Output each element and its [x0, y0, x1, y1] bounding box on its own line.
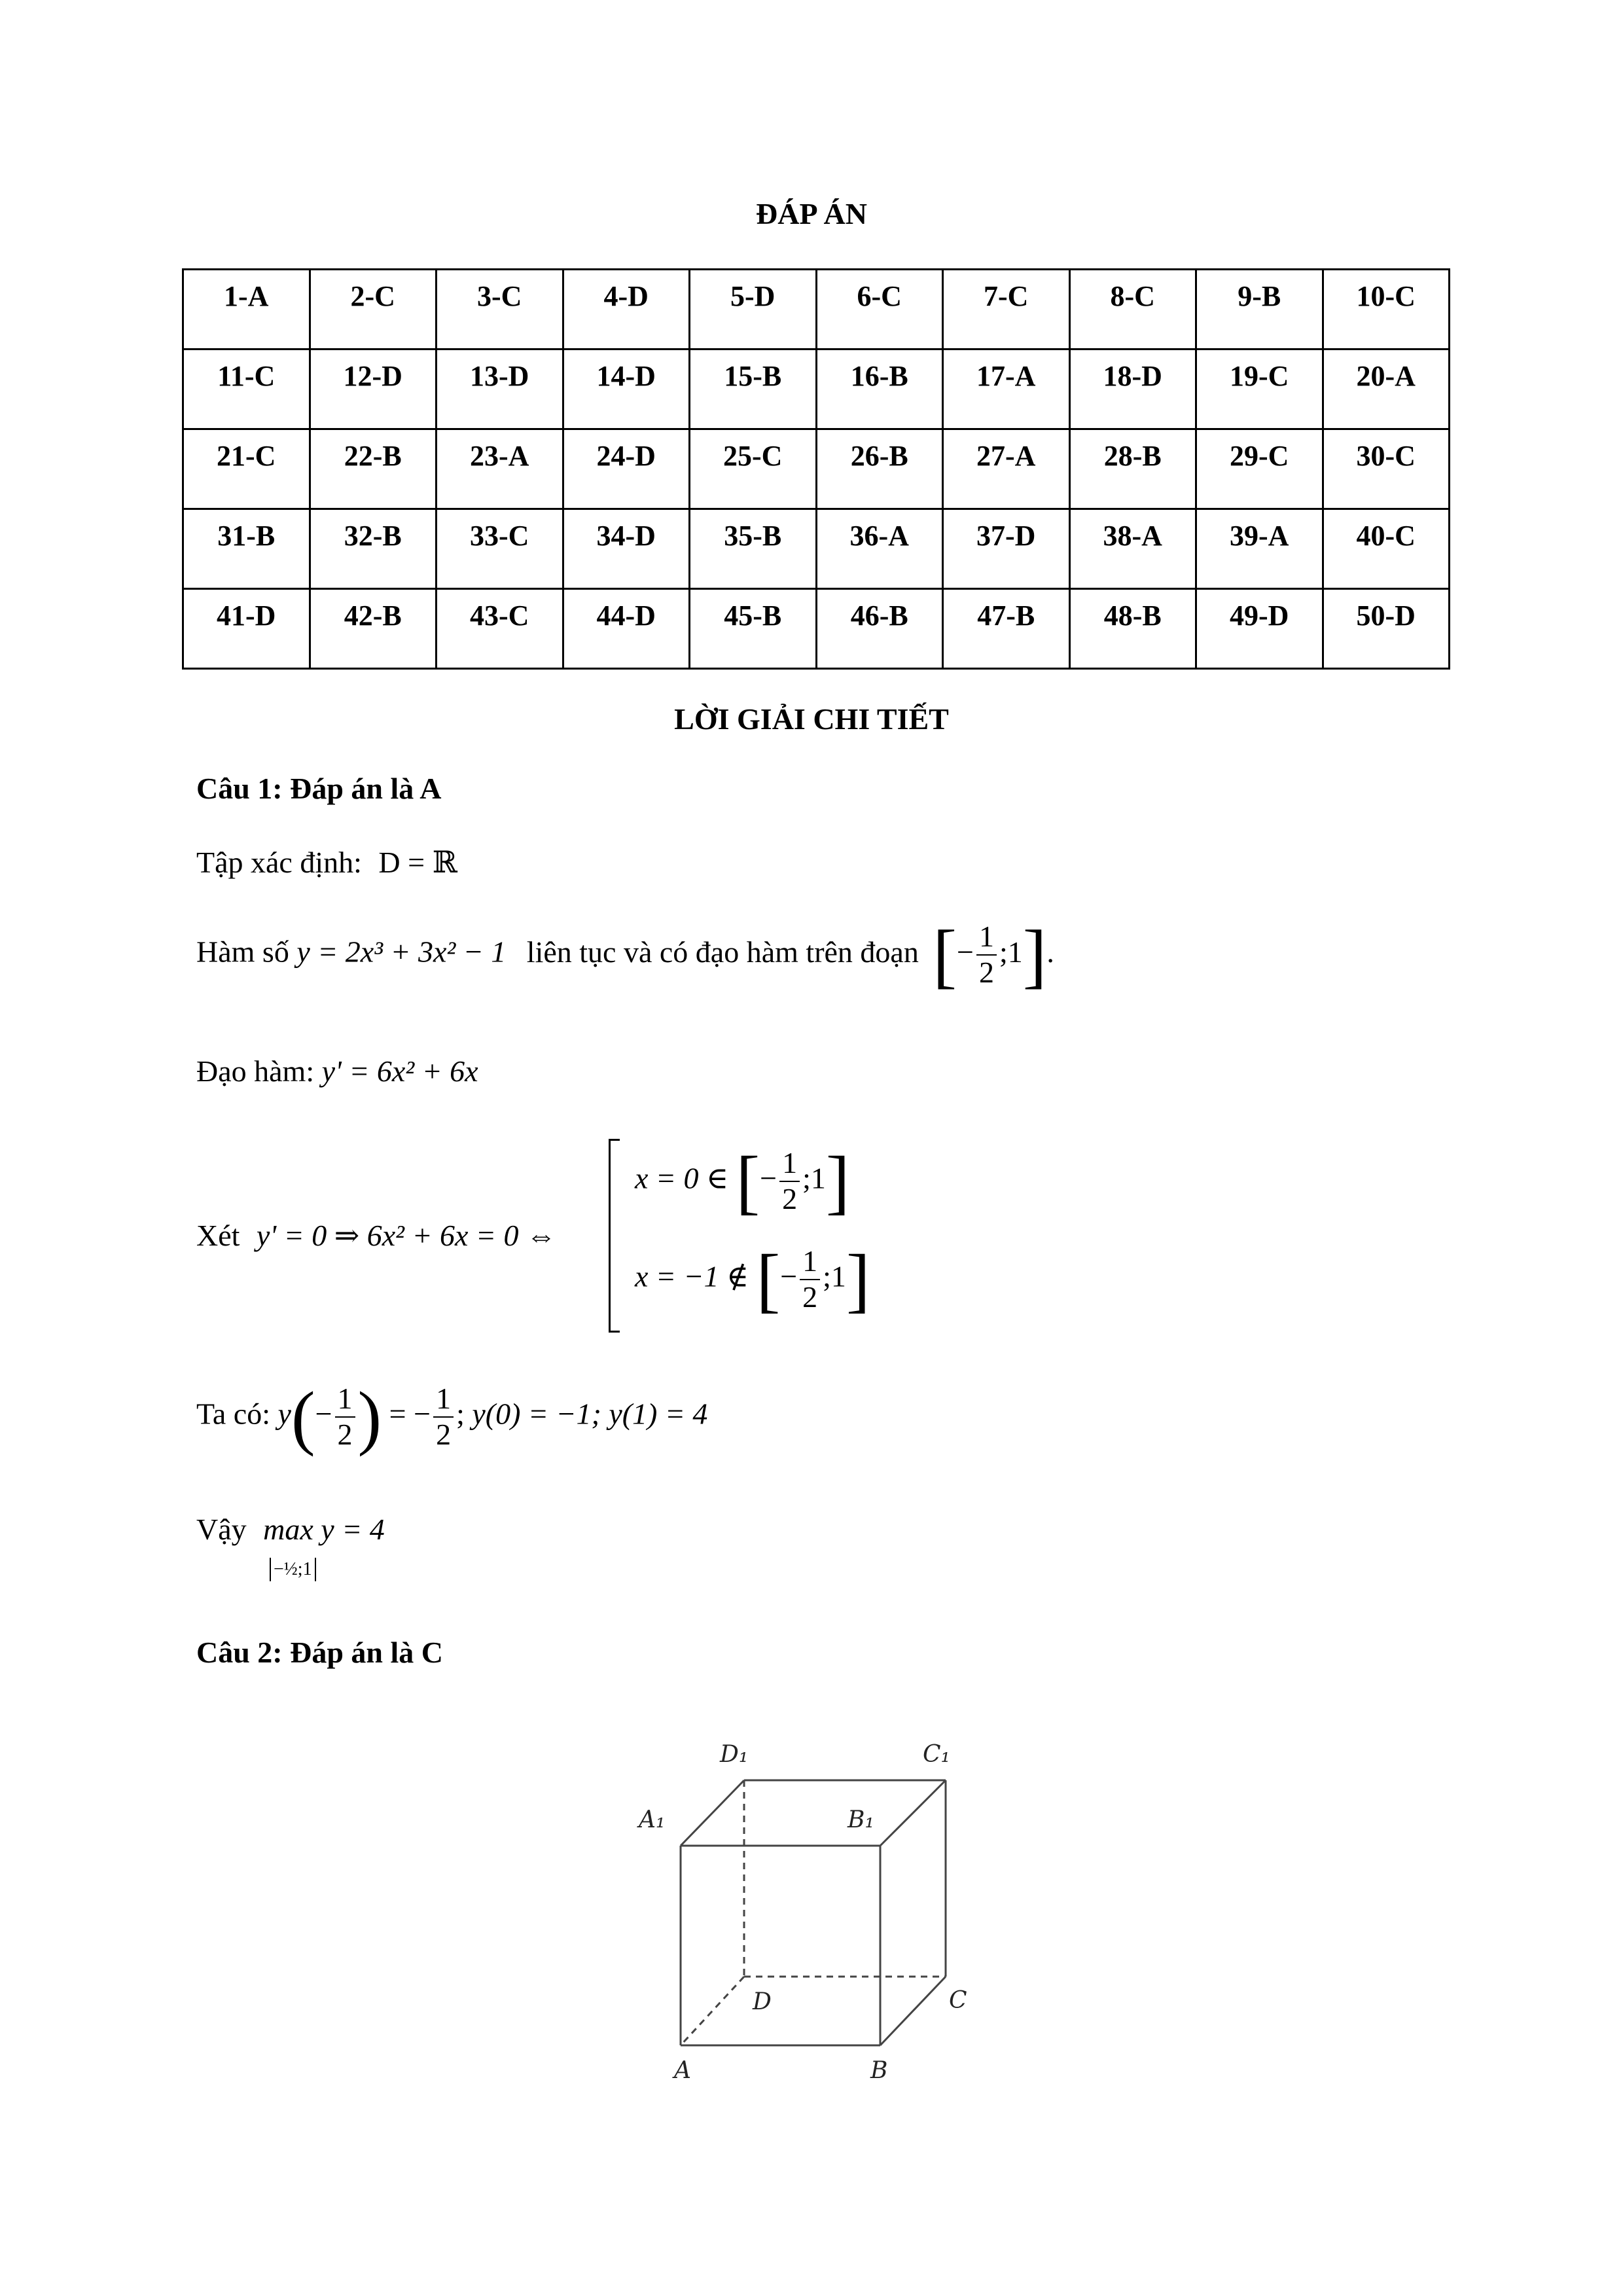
- answer-cell: 50-D: [1323, 589, 1450, 669]
- case-bracket: [609, 1139, 620, 1333]
- answer-cell: 35-B: [690, 509, 817, 589]
- answer-cell: 6-C: [816, 270, 943, 350]
- domain-expr: D = ℝ: [378, 846, 457, 879]
- answer-cell: 7-C: [943, 270, 1070, 350]
- answers-title: ĐÁP ÁN: [756, 197, 867, 230]
- answer-cell: 42-B: [310, 589, 437, 669]
- answer-cell: 9-B: [1196, 270, 1323, 350]
- answer-cell: 38-A: [1069, 509, 1196, 589]
- cube-label-b: B: [870, 2057, 888, 2084]
- value-y1: y(1) = 4: [609, 1397, 708, 1431]
- function-line: [196, 915, 1054, 995]
- case-2: x = −1 ∉ [− $\frac{1}{2}$ ;1]: [635, 1240, 870, 1319]
- answer-cell: 32-B: [310, 509, 437, 589]
- answer-cell: 44-D: [563, 589, 690, 669]
- domain-line: [196, 844, 457, 880]
- cube-label-c: C: [949, 1987, 967, 2014]
- conclusion-line: [196, 1512, 385, 1547]
- answer-cell: 28-B: [1069, 429, 1196, 509]
- answer-cell: 19-C: [1196, 350, 1323, 429]
- values-line: Ta có: y(− $\frac{1}{2}$ ) = − $\frac{1}{2}$ ; y(0) = −1; y(1) = 4: [196, 1377, 708, 1457]
- answer-cell: 36-A: [816, 509, 943, 589]
- answer-cell: 39-A: [1196, 509, 1323, 589]
- answer-cell: 48-B: [1069, 589, 1196, 669]
- cube-label-b1: B₁: [847, 1806, 874, 1833]
- cube-label-d1: D₁: [720, 1741, 749, 1768]
- vay-label: Vậy: [196, 1513, 247, 1546]
- answer-cell: 24-D: [563, 429, 690, 509]
- answer-cell: 12-D: [310, 350, 437, 429]
- solutions-title: LỜI GIẢI CHI TIẾT: [674, 702, 949, 736]
- answer-row: [183, 589, 1450, 669]
- cube-label-a: A: [674, 2057, 691, 2084]
- cube-label-d: D: [753, 1988, 772, 2015]
- answer-cell: 46-B: [816, 589, 943, 669]
- answer-cell: 17-A: [943, 350, 1070, 429]
- answer-cell: 10-C: [1323, 270, 1450, 350]
- derivative-line: [196, 1054, 478, 1088]
- cube-diagram: [615, 1715, 982, 2094]
- answer-cell: 20-A: [1323, 350, 1450, 429]
- answer-cell: 49-D: [1196, 589, 1323, 669]
- answer-cell: 1-A: [183, 270, 310, 350]
- interval-1: [− $\frac{1}{2}$ ;1].: [933, 915, 1054, 995]
- answer-cell: 8-C: [1069, 270, 1196, 350]
- answer-cell: 4-D: [563, 270, 690, 350]
- taco-label: Ta có:: [196, 1397, 271, 1431]
- xet-expr: y' = 0 ⇒ 6x² + 6x = 0 ⇔: [256, 1219, 556, 1252]
- function-text: liên tục và có đạo hàm trên đoạn: [526, 935, 919, 969]
- answer-cell: 25-C: [690, 429, 817, 509]
- answer-cell: 43-C: [437, 589, 563, 669]
- answer-row: [183, 270, 1450, 350]
- critical-points-line: [196, 1217, 556, 1253]
- answer-cell: 13-D: [437, 350, 563, 429]
- answer-table: [182, 268, 1450, 670]
- xet-label: Xét: [196, 1219, 240, 1252]
- answer-cell: 11-C: [183, 350, 310, 429]
- value-y0: y(0) = −1;: [472, 1397, 601, 1431]
- answer-cell: 22-B: [310, 429, 437, 509]
- answer-cell: 26-B: [816, 429, 943, 509]
- max-range: −½;1: [270, 1558, 316, 1581]
- derivative-expr: y' = 6x² + 6x: [321, 1054, 478, 1088]
- answer-cell: 37-D: [943, 509, 1070, 589]
- answer-cell: 29-C: [1196, 429, 1323, 509]
- function-expr: y = 2x³ + 3x² − 1: [296, 935, 507, 969]
- answer-cell: 33-C: [437, 509, 563, 589]
- answer-row: [183, 429, 1450, 509]
- answer-cell: 45-B: [690, 589, 817, 669]
- answer-cell: 27-A: [943, 429, 1070, 509]
- function-label: Hàm số: [196, 935, 289, 969]
- answer-row: [183, 350, 1450, 429]
- answer-cell: 30-C: [1323, 429, 1450, 509]
- answer-cell: 21-C: [183, 429, 310, 509]
- answer-cell: 18-D: [1069, 350, 1196, 429]
- answer-cell: 41-D: [183, 589, 310, 669]
- answer-cell: 16-B: [816, 350, 943, 429]
- answer-cell: 47-B: [943, 589, 1070, 669]
- answer-cell: 14-D: [563, 350, 690, 429]
- answer-cell: 34-D: [563, 509, 690, 589]
- question-2-heading: Câu 2: Đáp án là C: [196, 1636, 444, 1669]
- answer-cell: 15-B: [690, 350, 817, 429]
- question-1-heading: Câu 1: Đáp án là A: [196, 772, 442, 805]
- cube-label-a1: A₁: [639, 1806, 666, 1833]
- answer-row: [183, 509, 1450, 589]
- answer-cell: 3-C: [437, 270, 563, 350]
- domain-label: Tập xác định:: [196, 846, 362, 879]
- answer-cell: 2-C: [310, 270, 437, 350]
- answer-cell: 40-C: [1323, 509, 1450, 589]
- answer-cell: 5-D: [690, 270, 817, 350]
- derivative-label: Đạo hàm:: [196, 1054, 315, 1088]
- answer-cell: 31-B: [183, 509, 310, 589]
- answer-cell: 23-A: [437, 429, 563, 509]
- case-1: x = 0 ∈ [− $\frac{1}{2}$ ;1]: [635, 1141, 850, 1221]
- cube-label-c1: C₁: [923, 1741, 950, 1768]
- vay-expr: max y = 4: [263, 1513, 385, 1546]
